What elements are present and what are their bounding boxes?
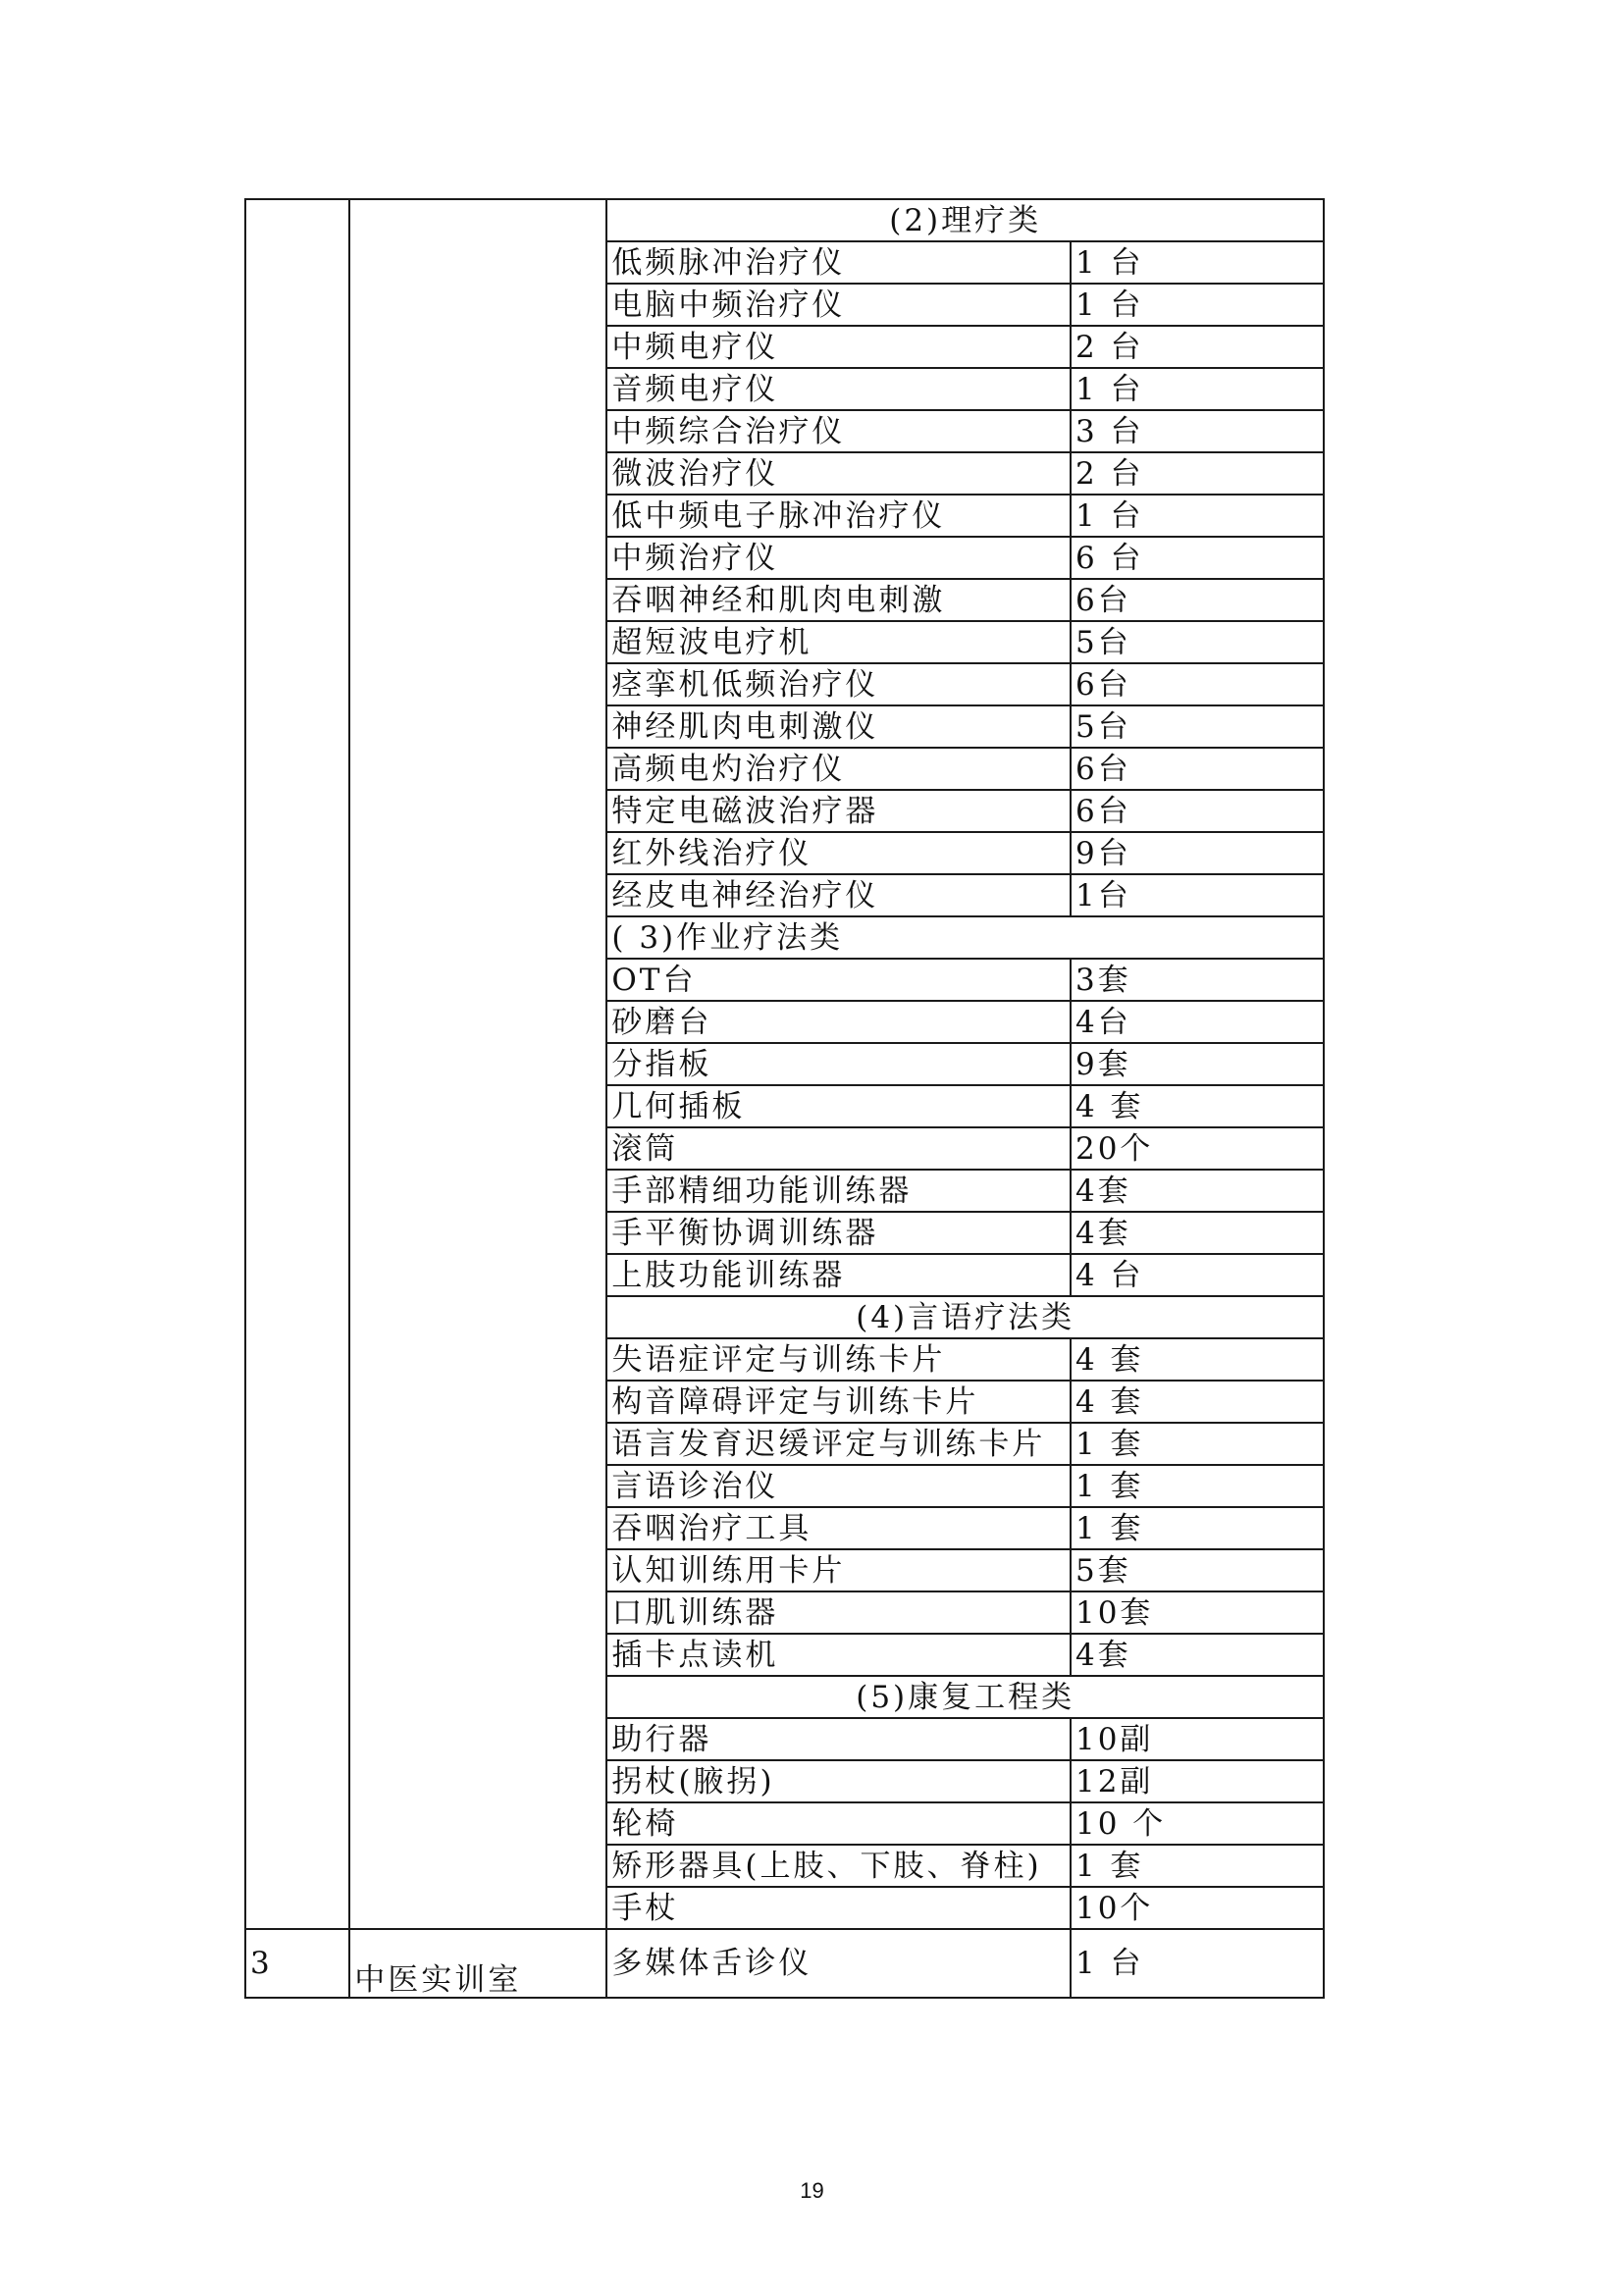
- equipment-name: 低频脉冲治疗仪: [606, 241, 1071, 284]
- equipment-quantity: 2 台: [1071, 452, 1324, 495]
- equipment-quantity: 10副: [1071, 1718, 1324, 1760]
- equipment-name: 电脑中频治疗仪: [606, 284, 1071, 326]
- equipment-quantity: 2 台: [1071, 326, 1324, 368]
- equipment-quantity: 9套: [1071, 1043, 1324, 1085]
- equipment-quantity: 1 套: [1071, 1845, 1324, 1887]
- table-row-last: [245, 1929, 1324, 1998]
- equipment-name: 音频电疗仪: [606, 368, 1071, 410]
- equipment-name: 微波治疗仪: [606, 452, 1071, 495]
- equipment-name: 拐杖(腋拐): [606, 1760, 1071, 1802]
- equipment-quantity: 20个: [1071, 1127, 1324, 1170]
- equipment-name: 手平衡协调训练器: [606, 1212, 1071, 1254]
- equipment-name: 上肢功能训练器: [606, 1254, 1071, 1296]
- equipment-name: 口肌训练器: [606, 1591, 1071, 1634]
- equipment-quantity: 1 台: [1071, 1929, 1324, 1998]
- equipment-name: 经皮电神经治疗仪: [606, 874, 1071, 916]
- equipment-quantity: 1 套: [1071, 1507, 1324, 1549]
- equipment-quantity: 6台: [1071, 790, 1324, 832]
- equipment-quantity: 6台: [1071, 663, 1324, 705]
- equipment-name: 神经肌肉电刺激仪: [606, 705, 1071, 748]
- equipment-name: 中频综合治疗仪: [606, 410, 1071, 452]
- equipment-quantity: 4套: [1071, 1170, 1324, 1212]
- equipment-name: 超短波电疗机: [606, 621, 1071, 663]
- equipment-name: 插卡点读机: [606, 1634, 1071, 1676]
- equipment-quantity: 9台: [1071, 832, 1324, 874]
- row-index: 3: [245, 1929, 349, 1998]
- room-name: 中医实训室: [354, 1962, 522, 1998]
- equipment-name: 手部精细功能训练器: [606, 1170, 1071, 1212]
- equipment-quantity: 4 台: [1071, 1254, 1324, 1296]
- equipment-quantity: 4 套: [1071, 1085, 1324, 1127]
- equipment-quantity: 12副: [1071, 1760, 1324, 1802]
- equipment-quantity: 1 台: [1071, 495, 1324, 537]
- room-name-cell: [349, 1929, 606, 1998]
- room-cell-empty: [349, 199, 606, 1929]
- equipment-quantity: 4 套: [1071, 1381, 1324, 1423]
- equipment-name: 语言发育迟缓评定与训练卡片: [606, 1423, 1071, 1465]
- equipment-name: 中频电疗仪: [606, 326, 1071, 368]
- section-heading: (2)理疗类: [606, 199, 1324, 241]
- section-heading: (4)言语疗法类: [606, 1296, 1324, 1338]
- equipment-name: 中频治疗仪: [606, 537, 1071, 579]
- equipment-quantity: 1 台: [1071, 368, 1324, 410]
- equipment-name: 红外线治疗仪: [606, 832, 1071, 874]
- page-number: 19: [800, 2178, 824, 2203]
- equipment-quantity: 6台: [1071, 579, 1324, 621]
- equipment-quantity: 1 台: [1071, 241, 1324, 284]
- index-cell-empty: [245, 199, 349, 1929]
- equipment-table-body: [245, 198, 1324, 1998]
- section-heading: (5)康复工程类: [606, 1676, 1324, 1718]
- equipment-quantity: 10个: [1071, 1887, 1324, 1929]
- equipment-name: 矫形器具(上肢、下肢、脊柱): [606, 1845, 1071, 1887]
- equipment-quantity: 4台: [1071, 1001, 1324, 1043]
- equipment-quantity: 3套: [1071, 959, 1324, 1001]
- equipment-name: 吞咽治疗工具: [606, 1507, 1071, 1549]
- equipment-quantity: 5台: [1071, 705, 1324, 748]
- equipment-quantity: 4套: [1071, 1634, 1324, 1676]
- equipment-quantity: 5台: [1071, 621, 1324, 663]
- equipment-quantity: 1 套: [1071, 1465, 1324, 1507]
- equipment-name: 多媒体舌诊仪: [606, 1929, 1071, 1998]
- equipment-quantity: 10套: [1071, 1591, 1324, 1634]
- equipment-quantity: 10 个: [1071, 1802, 1324, 1845]
- equipment-name: 失语症评定与训练卡片: [606, 1338, 1071, 1381]
- equipment-quantity: 3 台: [1071, 410, 1324, 452]
- equipment-name: 特定电磁波治疗器: [606, 790, 1071, 832]
- equipment-table: [244, 198, 1325, 1999]
- equipment-name: 认知训练用卡片: [606, 1549, 1071, 1591]
- equipment-name: 分指板: [606, 1043, 1071, 1085]
- equipment-name: 痉挛机低频治疗仪: [606, 663, 1071, 705]
- equipment-name: 几何插板: [606, 1085, 1071, 1127]
- equipment-quantity: 4套: [1071, 1212, 1324, 1254]
- equipment-name: OT台: [606, 959, 1071, 1001]
- equipment-name: 砂磨台: [606, 1001, 1071, 1043]
- equipment-quantity: 4 套: [1071, 1338, 1324, 1381]
- equipment-name: 轮椅: [606, 1802, 1071, 1845]
- equipment-quantity: 1 台: [1071, 284, 1324, 326]
- equipment-quantity: 6 台: [1071, 537, 1324, 579]
- equipment-quantity: 6台: [1071, 748, 1324, 790]
- equipment-name: 助行器: [606, 1718, 1071, 1760]
- equipment-name: 高频电灼治疗仪: [606, 748, 1071, 790]
- equipment-name: 构音障碍评定与训练卡片: [606, 1381, 1071, 1423]
- equipment-name: 低中频电子脉冲治疗仪: [606, 495, 1071, 537]
- equipment-name: 吞咽神经和肌肉电刺激: [606, 579, 1071, 621]
- section-heading-row: [245, 199, 1324, 241]
- equipment-quantity: 1台: [1071, 874, 1324, 916]
- equipment-quantity: 1 套: [1071, 1423, 1324, 1465]
- equipment-name: 滚筒: [606, 1127, 1071, 1170]
- equipment-name: 手杖: [606, 1887, 1071, 1929]
- equipment-name: 言语诊治仪: [606, 1465, 1071, 1507]
- equipment-quantity: 5套: [1071, 1549, 1324, 1591]
- section-heading: ( 3)作业疗法类: [606, 916, 1324, 959]
